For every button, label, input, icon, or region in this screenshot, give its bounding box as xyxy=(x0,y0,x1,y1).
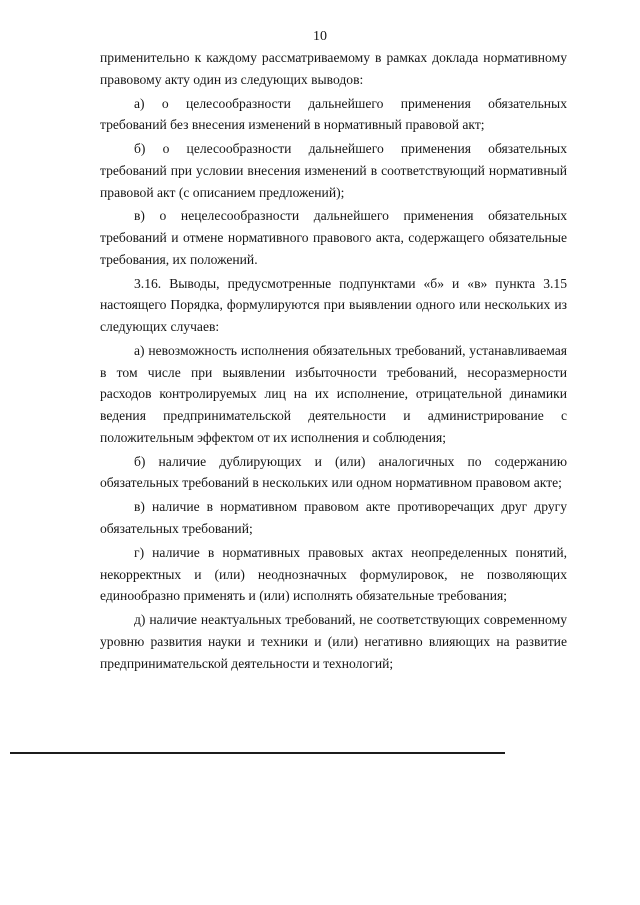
paragraph-conclusion-c: в) о нецелесообразности дальнейшего применения обязательных требований и отмене нормативного правового акта, содержащего обязательные требования, их положений. xyxy=(100,208,567,267)
paragraph-conclusion-b: б) о целесообразности дальнейшего применения обязательных требований при условии внесения изменений в соответствующий нормативный правовой акт (с описанием предложений); xyxy=(100,141,567,200)
paragraph-continuation: применительно к каждому рассматриваемому в рамках доклада нормативному правовому акту один из следующих выводов: xyxy=(100,50,567,87)
document-body xyxy=(100,47,567,674)
paragraph-case-c: в) наличие в нормативном правовом акте противоречащих друг другу обязательных требований; xyxy=(100,499,567,537)
bottom-divider xyxy=(10,752,505,754)
paragraph-case-b: б) наличие дублирующих и (или) аналогичных по содержанию обязательных требований в нескольких или одном нормативном правовом акте; xyxy=(100,453,567,491)
paragraph-case-d: г) наличие в нормативных правовых актах неопределенных понятий, некорректных и (или) неоднозначных формулировок, не позволяющих единообразно применять и (или) исполнять обязательные требования; xyxy=(100,544,567,604)
paragraph-case-e: д) наличие неактуальных требований, не соответствующих современному уровню развития науки и техники и (или) негативно влияющих на развитие предпринимательской деятельности и технологий; xyxy=(100,612,567,671)
page-number: 10 xyxy=(313,29,327,44)
paragraph-case-a: а) невозможность исполнения обязательных требований, устанавливаемая в том числе при выявлении избыточности требований, несоразмерности расходов контролируемых лиц на их исполнение, отрицательной динамики ведения предпринимательской деятельности и администрирование с положительным эффектом от их исполнения и соблюдения; xyxy=(100,343,567,445)
paragraph-clause-3-16: 3.16. Выводы, предусмотренные подпунктами «б» и «в» пункта 3.15 настоящего Порядка, формулируются при выявлении одного или нескольких из следующих случаев: xyxy=(100,275,567,335)
paragraph-conclusion-a: а) о целесообразности дальнейшего применения обязательных требований без внесения изменений в нормативный правовой акт; xyxy=(100,95,567,133)
